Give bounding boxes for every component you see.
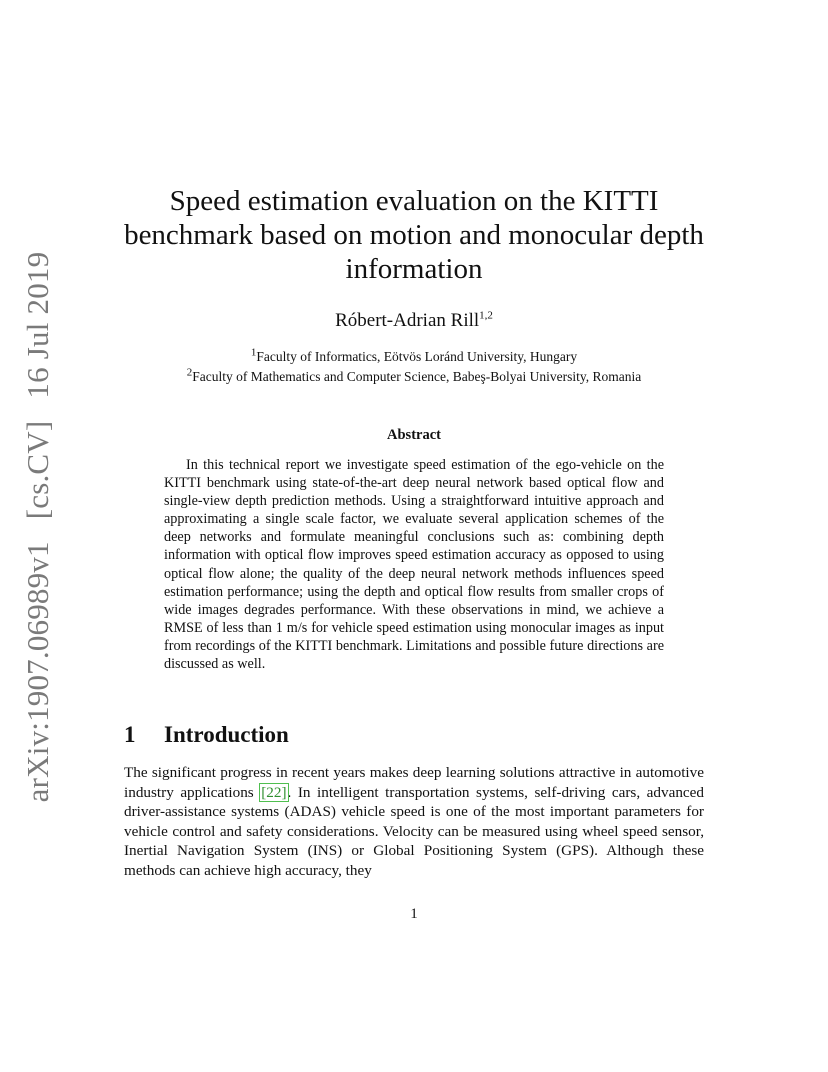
author-name: Róbert-Adrian Rill xyxy=(335,310,480,331)
affiliation-2 xyxy=(0,368,828,386)
citation-link[interactable]: [22] xyxy=(261,783,287,801)
page-number: 1 xyxy=(410,906,418,922)
affiliation-2-text: Faculty of Mathematics and Computer Science, Babeş-Bolyai University, Romania xyxy=(192,369,642,384)
author-affiliation-marks: 1,2 xyxy=(479,309,493,322)
arxiv-id: arXiv:1907.06989v1 xyxy=(20,541,55,803)
title-line-2: benchmark based on motion and monocular depth xyxy=(124,219,704,251)
section-title: Introduction xyxy=(164,722,289,747)
abstract-heading: Abstract xyxy=(387,427,441,443)
affiliation-2-mark: 2 xyxy=(186,366,193,379)
arxiv-category: [cs.CV] xyxy=(20,420,55,520)
author xyxy=(0,309,828,333)
section-heading-introduction xyxy=(124,720,289,750)
title-line-1: Speed estimation evaluation on the KITTI xyxy=(169,185,659,217)
arxiv-date: 16 Jul 2019 xyxy=(20,251,55,399)
introduction-paragraph xyxy=(124,763,704,881)
affiliation-1 xyxy=(0,348,828,366)
affiliation-1-text: Faculty of Informatics, Eötvös Loránd University, Hungary xyxy=(256,349,578,364)
intro-text-part-1: The significant progress in recent years makes deep learning solutions attractive in automotive industry applications xyxy=(124,764,704,801)
paper-title xyxy=(116,184,712,286)
abstract-body: In this technical report we investigate speed estimation of the ego-vehicle on the KITTI benchmark using state-of-the-art deep neural network based optical flow and single-view depth prediction methods. Using a straightforward intuitive approach and approximating a single scale factor, we evaluate several application schemes of the deep networks and formulate meaningful conclusions such as: combining depth information with optical flow improves speed estimation accuracy as opposed to using optical flow alone; the quality of the deep neural network methods influences speed estimation performance; using the depth and optical flow results from smaller crops of wide images degrades performance. With these observations in mind, we achieve a RMSE of less than 1 m/s for vehicle speed estimation using monocular images as input from recordings of the KITTI benchmark. Limitations and possible future directions are discussed as well. xyxy=(164,457,664,673)
title-line-3: information xyxy=(345,253,483,285)
arxiv-stamp xyxy=(20,252,56,803)
section-number: 1 xyxy=(124,722,136,747)
intro-text-part-2: . In intelligent transportation systems, self-driving cars, advanced driver-assistance systems (ADAS) vehicle speed is one of the most important parameters for vehicle control and safety considerations. Velocity can be measured using wheel speed sensor, Inertial Navigation System (INS) or Global Positioning System (GPS). Although these methods can achieve high accuracy, they xyxy=(124,783,704,879)
affiliation-1-mark: 1 xyxy=(250,346,257,359)
